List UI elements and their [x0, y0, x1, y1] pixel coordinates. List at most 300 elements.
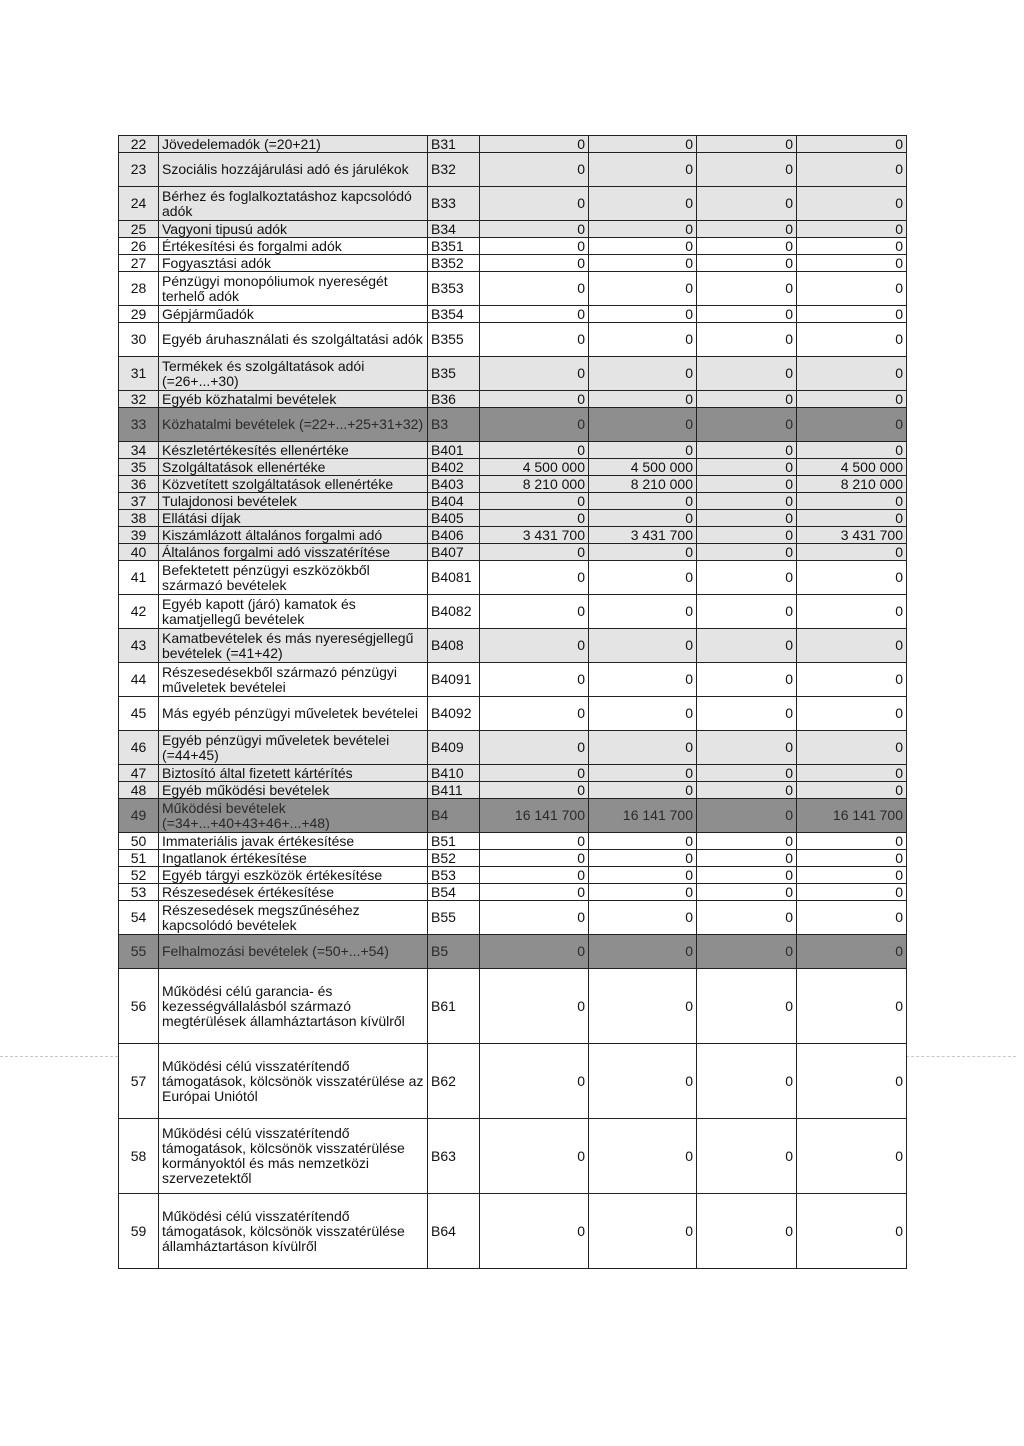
table-row	[119, 391, 907, 408]
value-col-2: 16 141 700	[589, 799, 697, 833]
item-code: B407	[428, 544, 480, 561]
table-row	[119, 153, 907, 187]
row-number: 54	[119, 901, 159, 935]
item-code: B61	[428, 969, 480, 1044]
value-col-2: 0	[589, 850, 697, 867]
item-code: B411	[428, 782, 480, 799]
value-col-2: 0	[589, 272, 697, 306]
item-code: B63	[428, 1119, 480, 1194]
value-col-2: 0	[589, 663, 697, 697]
row-number: 39	[119, 527, 159, 544]
row-number: 22	[119, 136, 159, 153]
value-col-1: 0	[480, 136, 589, 153]
item-code: B31	[428, 136, 480, 153]
item-code: B4081	[428, 561, 480, 595]
value-col-2: 3 431 700	[589, 527, 697, 544]
row-number: 47	[119, 765, 159, 782]
row-number: 28	[119, 272, 159, 306]
value-col-4: 0	[797, 238, 907, 255]
item-name: Befektetett pénzügyi eszközökből származó bevételek	[159, 561, 428, 595]
table-row	[119, 697, 907, 731]
item-name: Gépjárműadók	[159, 306, 428, 323]
item-name: Ellátási díjak	[159, 510, 428, 527]
table-row	[119, 510, 907, 527]
item-name: Működési célú visszatérítendő támogatások, kölcsönök visszatérülése államháztartáson kívülről	[159, 1194, 428, 1269]
value-col-2: 0	[589, 697, 697, 731]
item-name: Felhalmozási bevételek (=50+...+54)	[159, 935, 428, 969]
row-number: 24	[119, 187, 159, 221]
revenue-table-body	[119, 136, 907, 1269]
value-col-2: 0	[589, 238, 697, 255]
value-col-1: 4 500 000	[480, 459, 589, 476]
value-col-4: 0	[797, 357, 907, 391]
item-code: B34	[428, 221, 480, 238]
value-col-1: 0	[480, 238, 589, 255]
value-col-3: 0	[697, 408, 797, 442]
item-code: B62	[428, 1044, 480, 1119]
value-col-1: 0	[480, 969, 589, 1044]
value-col-1: 0	[480, 187, 589, 221]
value-col-1: 0	[480, 408, 589, 442]
item-name: Egyéb működési bevételek	[159, 782, 428, 799]
value-col-4: 0	[797, 1044, 907, 1119]
value-col-4: 16 141 700	[797, 799, 907, 833]
value-col-2: 0	[589, 731, 697, 765]
value-col-3: 0	[697, 442, 797, 459]
item-name: Egyéb kapott (járó) kamatok és kamatjellegű bevételek	[159, 595, 428, 629]
item-name: Szociális hozzájárulási adó és járulékok	[159, 153, 428, 187]
value-col-4: 0	[797, 391, 907, 408]
scan-margin-mark-left	[0, 1056, 118, 1057]
item-name: Jövedelemadók (=20+21)	[159, 136, 428, 153]
item-code: B4	[428, 799, 480, 833]
scan-margin-mark-right	[906, 1056, 1016, 1057]
item-code: B404	[428, 493, 480, 510]
item-code: B54	[428, 884, 480, 901]
value-col-1: 0	[480, 935, 589, 969]
value-col-3: 0	[697, 272, 797, 306]
value-col-3: 0	[697, 357, 797, 391]
item-name: Kiszámlázott általános forgalmi adó	[159, 527, 428, 544]
table-row	[119, 799, 907, 833]
table-row	[119, 765, 907, 782]
value-col-1: 0	[480, 663, 589, 697]
value-col-4: 0	[797, 629, 907, 663]
item-name: Működési bevételek (=34+...+40+43+46+...+48)	[159, 799, 428, 833]
value-col-1: 0	[480, 850, 589, 867]
value-col-3: 0	[697, 238, 797, 255]
row-number: 34	[119, 442, 159, 459]
value-col-1: 0	[480, 765, 589, 782]
value-col-4: 0	[797, 408, 907, 442]
row-number: 27	[119, 255, 159, 272]
value-col-4: 4 500 000	[797, 459, 907, 476]
value-col-3: 0	[697, 867, 797, 884]
value-col-3: 0	[697, 731, 797, 765]
value-col-3: 0	[697, 544, 797, 561]
value-col-1: 0	[480, 731, 589, 765]
item-name: Működési célú visszatérítendő támogatások, kölcsönök visszatérülése kormányoktól és más nemzetközi szervezetektől	[159, 1119, 428, 1194]
value-col-1: 0	[480, 391, 589, 408]
value-col-1: 0	[480, 510, 589, 527]
row-number: 31	[119, 357, 159, 391]
value-col-3: 0	[697, 306, 797, 323]
row-number: 35	[119, 459, 159, 476]
table-row	[119, 1044, 907, 1119]
value-col-4: 0	[797, 731, 907, 765]
value-col-3: 0	[697, 561, 797, 595]
value-col-3: 0	[697, 833, 797, 850]
value-col-3: 0	[697, 969, 797, 1044]
value-col-3: 0	[697, 629, 797, 663]
row-number: 26	[119, 238, 159, 255]
item-name: Ingatlanok értékesítése	[159, 850, 428, 867]
value-col-1: 0	[480, 306, 589, 323]
table-row	[119, 527, 907, 544]
value-col-2: 0	[589, 1194, 697, 1269]
value-col-2: 0	[589, 306, 697, 323]
item-code: B355	[428, 323, 480, 357]
value-col-3: 0	[697, 323, 797, 357]
table-row	[119, 255, 907, 272]
value-col-2: 0	[589, 629, 697, 663]
value-col-2: 0	[589, 901, 697, 935]
row-number: 52	[119, 867, 159, 884]
value-col-2: 0	[589, 493, 697, 510]
item-code: B32	[428, 153, 480, 187]
value-col-3: 0	[697, 884, 797, 901]
value-col-3: 0	[697, 510, 797, 527]
table-row	[119, 833, 907, 850]
value-col-1: 8 210 000	[480, 476, 589, 493]
item-name: Közvetített szolgáltatások ellenértéke	[159, 476, 428, 493]
value-col-1: 0	[480, 595, 589, 629]
value-col-1: 0	[480, 544, 589, 561]
value-col-2: 0	[589, 255, 697, 272]
value-col-1: 0	[480, 357, 589, 391]
row-number: 25	[119, 221, 159, 238]
item-name: Immateriális javak értékesítése	[159, 833, 428, 850]
value-col-4: 0	[797, 697, 907, 731]
value-col-4: 0	[797, 136, 907, 153]
value-col-1: 0	[480, 1194, 589, 1269]
value-col-1: 0	[480, 323, 589, 357]
value-col-4: 0	[797, 306, 907, 323]
item-code: B4091	[428, 663, 480, 697]
item-name: Vagyoni tipusú adók	[159, 221, 428, 238]
table-row	[119, 629, 907, 663]
value-col-3: 0	[697, 153, 797, 187]
value-col-2: 0	[589, 969, 697, 1044]
table-row	[119, 221, 907, 238]
value-col-1: 0	[480, 1119, 589, 1194]
item-code: B51	[428, 833, 480, 850]
row-number: 51	[119, 850, 159, 867]
item-name: Egyéb közhatalmi bevételek	[159, 391, 428, 408]
row-number: 41	[119, 561, 159, 595]
table-row	[119, 544, 907, 561]
value-col-3: 0	[697, 799, 797, 833]
item-name: Más egyéb pénzügyi műveletek bevételei	[159, 697, 428, 731]
row-number: 40	[119, 544, 159, 561]
item-name: Egyéb pénzügyi műveletek bevételei (=44+45)	[159, 731, 428, 765]
row-number: 30	[119, 323, 159, 357]
value-col-4: 0	[797, 272, 907, 306]
value-col-4: 0	[797, 187, 907, 221]
value-col-4: 0	[797, 867, 907, 884]
row-number: 53	[119, 884, 159, 901]
row-number: 29	[119, 306, 159, 323]
table-row	[119, 850, 907, 867]
item-code: B64	[428, 1194, 480, 1269]
item-code: B55	[428, 901, 480, 935]
value-col-3: 0	[697, 221, 797, 238]
value-col-1: 0	[480, 867, 589, 884]
value-col-2: 0	[589, 782, 697, 799]
value-col-4: 0	[797, 884, 907, 901]
value-col-2: 0	[589, 935, 697, 969]
item-name: Részesedések megszűnéséhez kapcsolódó bevételek	[159, 901, 428, 935]
item-code: B52	[428, 850, 480, 867]
value-col-4: 0	[797, 663, 907, 697]
row-number: 23	[119, 153, 159, 187]
revenue-table	[118, 135, 907, 1269]
item-code: B401	[428, 442, 480, 459]
table-row	[119, 1119, 907, 1194]
item-code: B4082	[428, 595, 480, 629]
value-col-1: 0	[480, 629, 589, 663]
value-col-2: 0	[589, 357, 697, 391]
value-col-2: 0	[589, 323, 697, 357]
item-name: Termékek és szolgáltatások adói (=26+...+30)	[159, 357, 428, 391]
value-col-4: 0	[797, 323, 907, 357]
value-col-4: 0	[797, 765, 907, 782]
item-name: Kamatbevételek és más nyereségjellegű bevételek (=41+42)	[159, 629, 428, 663]
table-row	[119, 459, 907, 476]
value-col-2: 0	[589, 391, 697, 408]
value-col-3: 0	[697, 697, 797, 731]
row-number: 58	[119, 1119, 159, 1194]
value-col-4: 0	[797, 595, 907, 629]
row-number: 55	[119, 935, 159, 969]
row-number: 45	[119, 697, 159, 731]
item-code: B405	[428, 510, 480, 527]
value-col-2: 0	[589, 884, 697, 901]
value-col-4: 0	[797, 850, 907, 867]
table-row	[119, 306, 907, 323]
table-row	[119, 187, 907, 221]
value-col-1: 0	[480, 884, 589, 901]
table-row	[119, 935, 907, 969]
table-row	[119, 442, 907, 459]
value-col-3: 0	[697, 187, 797, 221]
item-code: B33	[428, 187, 480, 221]
value-col-4: 0	[797, 969, 907, 1044]
value-col-4: 3 431 700	[797, 527, 907, 544]
value-col-2: 0	[589, 136, 697, 153]
item-code: B351	[428, 238, 480, 255]
item-name: Részesedésekből származó pénzügyi műveletek bevételei	[159, 663, 428, 697]
value-col-4: 0	[797, 153, 907, 187]
value-col-1: 0	[480, 221, 589, 238]
item-code: B36	[428, 391, 480, 408]
value-col-3: 0	[697, 765, 797, 782]
item-code: B5	[428, 935, 480, 969]
row-number: 59	[119, 1194, 159, 1269]
value-col-4: 0	[797, 561, 907, 595]
value-col-4: 0	[797, 901, 907, 935]
item-code: B406	[428, 527, 480, 544]
value-col-1: 0	[480, 782, 589, 799]
value-col-2: 0	[589, 833, 697, 850]
value-col-4: 0	[797, 544, 907, 561]
value-col-1: 0	[480, 833, 589, 850]
table-row	[119, 238, 907, 255]
item-name: Egyéb áruhasználati és szolgáltatási adók	[159, 323, 428, 357]
value-col-1: 0	[480, 442, 589, 459]
table-row	[119, 969, 907, 1044]
value-col-4: 0	[797, 493, 907, 510]
item-name: Általános forgalmi adó visszatérítése	[159, 544, 428, 561]
value-col-3: 0	[697, 850, 797, 867]
row-number: 36	[119, 476, 159, 493]
value-col-2: 0	[589, 153, 697, 187]
value-col-2: 0	[589, 561, 697, 595]
item-code: B408	[428, 629, 480, 663]
table-row	[119, 323, 907, 357]
value-col-4: 0	[797, 833, 907, 850]
value-col-1: 3 431 700	[480, 527, 589, 544]
value-col-4: 0	[797, 935, 907, 969]
row-number: 38	[119, 510, 159, 527]
table-row	[119, 357, 907, 391]
value-col-2: 0	[589, 1119, 697, 1194]
value-col-2: 4 500 000	[589, 459, 697, 476]
item-name: Részesedések értékesítése	[159, 884, 428, 901]
value-col-4: 8 210 000	[797, 476, 907, 493]
value-col-4: 0	[797, 510, 907, 527]
value-col-2: 0	[589, 867, 697, 884]
value-col-2: 0	[589, 408, 697, 442]
value-col-3: 0	[697, 493, 797, 510]
item-code: B353	[428, 272, 480, 306]
item-name: Szolgáltatások ellenértéke	[159, 459, 428, 476]
value-col-2: 0	[589, 595, 697, 629]
item-code: B4092	[428, 697, 480, 731]
row-number: 48	[119, 782, 159, 799]
table-row	[119, 272, 907, 306]
table-row	[119, 884, 907, 901]
table-row	[119, 782, 907, 799]
table-row	[119, 731, 907, 765]
item-code: B409	[428, 731, 480, 765]
value-col-3: 0	[697, 595, 797, 629]
value-col-2: 0	[589, 510, 697, 527]
value-col-3: 0	[697, 663, 797, 697]
row-number: 42	[119, 595, 159, 629]
table-row	[119, 867, 907, 884]
value-col-3: 0	[697, 901, 797, 935]
value-col-4: 0	[797, 255, 907, 272]
value-col-1: 0	[480, 493, 589, 510]
item-name: Működési célú visszatérítendő támogatások, kölcsönök visszatérülése az Európai Uniótól	[159, 1044, 428, 1119]
item-name: Közhatalmi bevételek (=22+...+25+31+32)	[159, 408, 428, 442]
value-col-4: 0	[797, 1119, 907, 1194]
value-col-3: 0	[697, 391, 797, 408]
table-row	[119, 493, 907, 510]
item-name: Egyéb tárgyi eszközök értékesítése	[159, 867, 428, 884]
value-col-3: 0	[697, 782, 797, 799]
value-col-2: 0	[589, 1044, 697, 1119]
table-row	[119, 136, 907, 153]
value-col-3: 0	[697, 255, 797, 272]
value-col-4: 0	[797, 442, 907, 459]
item-code: B352	[428, 255, 480, 272]
item-code: B402	[428, 459, 480, 476]
value-col-3: 0	[697, 1044, 797, 1119]
value-col-3: 0	[697, 136, 797, 153]
row-number: 43	[119, 629, 159, 663]
item-code: B354	[428, 306, 480, 323]
item-name: Pénzügyi monopóliumok nyereségét terhelő adók	[159, 272, 428, 306]
value-col-1: 0	[480, 1044, 589, 1119]
row-number: 33	[119, 408, 159, 442]
value-col-4: 0	[797, 782, 907, 799]
item-name: Készletértékesítés ellenértéke	[159, 442, 428, 459]
value-col-4: 0	[797, 221, 907, 238]
table-row	[119, 408, 907, 442]
value-col-3: 0	[697, 1194, 797, 1269]
value-col-1: 0	[480, 272, 589, 306]
row-number: 49	[119, 799, 159, 833]
value-col-3: 0	[697, 459, 797, 476]
item-name: Biztosító által fizetett kártérítés	[159, 765, 428, 782]
value-col-1: 0	[480, 697, 589, 731]
item-name: Fogyasztási adók	[159, 255, 428, 272]
value-col-1: 0	[480, 561, 589, 595]
item-code: B53	[428, 867, 480, 884]
row-number: 56	[119, 969, 159, 1044]
item-code: B410	[428, 765, 480, 782]
item-name: Bérhez és foglalkoztatáshoz kapcsolódó adók	[159, 187, 428, 221]
value-col-1: 0	[480, 153, 589, 187]
item-name: Működési célú garancia- és kezességvállalásból származó megtérülések államháztartáson kívülről	[159, 969, 428, 1044]
row-number: 37	[119, 493, 159, 510]
value-col-2: 8 210 000	[589, 476, 697, 493]
value-col-1: 0	[480, 901, 589, 935]
value-col-2: 0	[589, 442, 697, 459]
table-row	[119, 476, 907, 493]
value-col-3: 0	[697, 935, 797, 969]
row-number: 46	[119, 731, 159, 765]
item-name: Értékesítési és forgalmi adók	[159, 238, 428, 255]
table-row	[119, 1194, 907, 1269]
row-number: 50	[119, 833, 159, 850]
value-col-2: 0	[589, 187, 697, 221]
value-col-2: 0	[589, 221, 697, 238]
row-number: 44	[119, 663, 159, 697]
row-number: 57	[119, 1044, 159, 1119]
table-row	[119, 561, 907, 595]
value-col-1: 0	[480, 255, 589, 272]
table-row	[119, 663, 907, 697]
value-col-2: 0	[589, 544, 697, 561]
value-col-3: 0	[697, 1119, 797, 1194]
value-col-1: 16 141 700	[480, 799, 589, 833]
item-code: B3	[428, 408, 480, 442]
value-col-2: 0	[589, 765, 697, 782]
value-col-3: 0	[697, 476, 797, 493]
